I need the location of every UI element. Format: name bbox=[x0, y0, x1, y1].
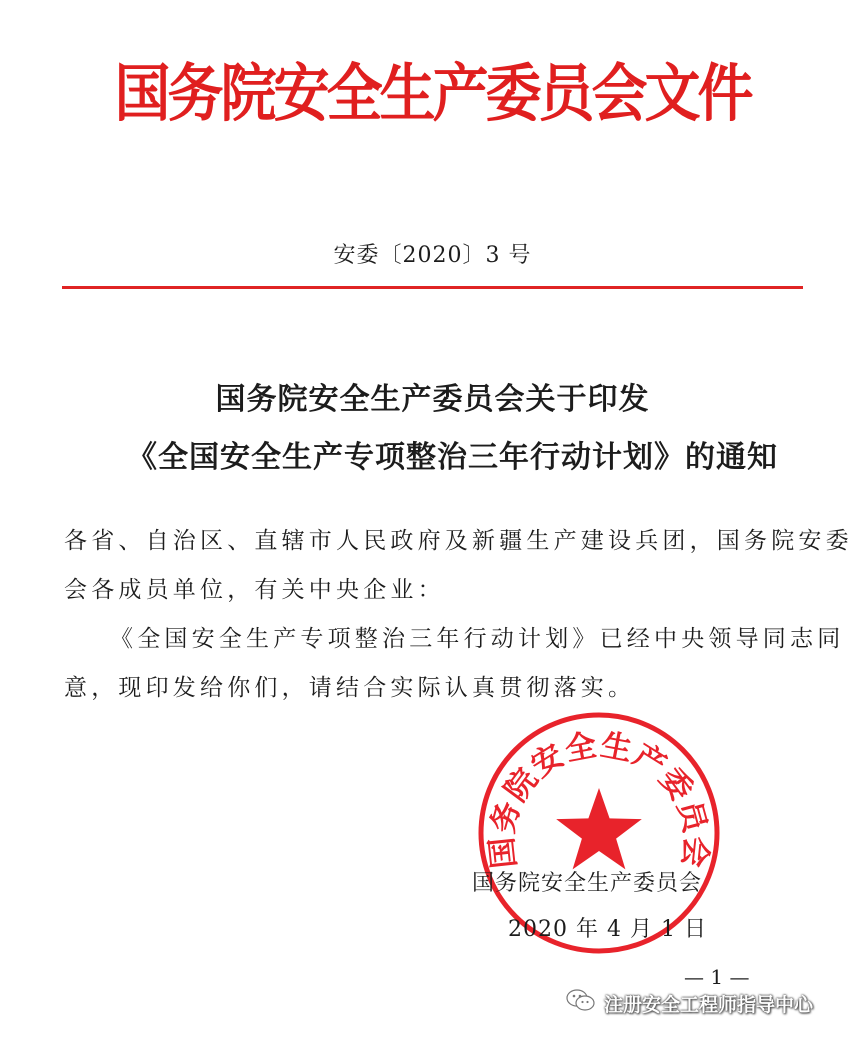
wechat-icon bbox=[566, 988, 596, 1019]
source-watermark bbox=[566, 988, 813, 1018]
document-number: 安委〔2020〕3 号 bbox=[333, 243, 532, 268]
body-line-2: 会各成员单位，有关中央企业： bbox=[64, 577, 445, 603]
red-divider bbox=[62, 286, 803, 289]
notice-title-line-2: 《全国安全生产专项整治三年行动计划》的通知 bbox=[127, 440, 778, 475]
notice-title-line-1: 国务院安全生产委员会关于印发 bbox=[215, 382, 650, 417]
body-line-4: 意，现印发给你们，请结合实际认真贯彻落实。 bbox=[64, 675, 636, 701]
signature-date: 2020 年 4 月 1 日 bbox=[508, 917, 707, 942]
star-icon bbox=[556, 788, 642, 869]
seal-text: 国务院安全生产委员会 bbox=[483, 727, 715, 871]
watermark-text: 注册安全工程师指导中心 bbox=[604, 993, 814, 1016]
body-line-1: 各省、自治区、直辖市人民政府及新疆生产建设兵团，国务院安委 bbox=[64, 528, 853, 554]
header-title: 国务院安全生产委员会文件 bbox=[114, 57, 751, 131]
signature-organization: 国务院安全生产委员会 bbox=[472, 871, 703, 896]
body-line-3: 《全国安全生产专项整治三年行动计划》已经中央领导同志同 bbox=[110, 626, 845, 652]
page-number: — 1 — bbox=[684, 965, 750, 989]
